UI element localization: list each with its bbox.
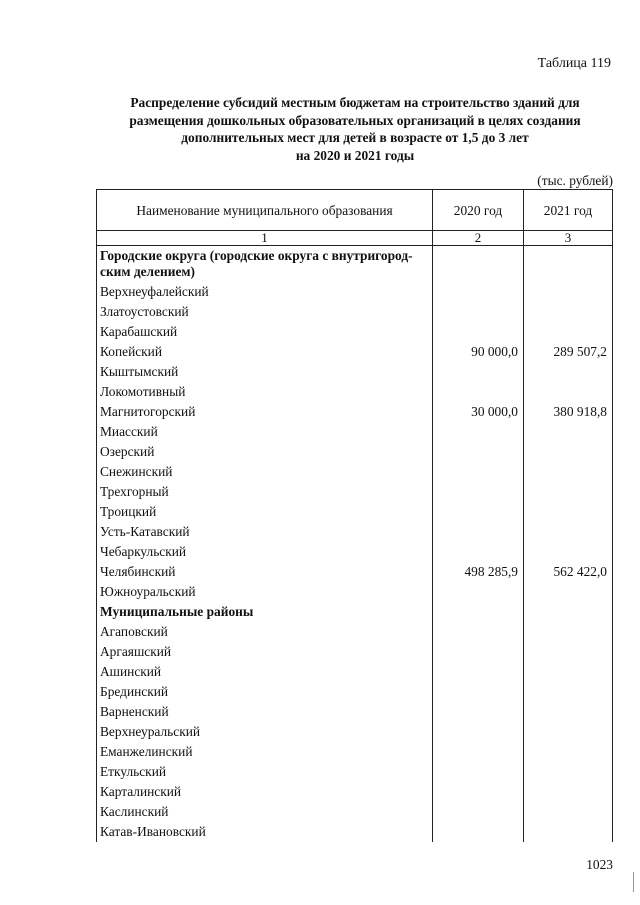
value-2021 [524,246,613,283]
table-row [97,642,613,662]
value-2021 [524,502,613,522]
table-row [97,362,613,382]
value-2021 [524,542,613,562]
value-2021 [524,522,613,542]
value-2021 [524,302,613,322]
value-2021: 562 422,0 [524,562,613,582]
municipality-name: Агаповский [97,622,433,642]
table-number: Таблица 119 [537,56,611,71]
table-row [97,622,613,642]
municipality-name: Чебаркульский [97,542,433,562]
value-2020 [433,442,524,462]
value-2020 [433,282,524,302]
column-number-row [97,231,613,246]
value-2021 [524,462,613,482]
value-2020 [433,302,524,322]
table-row [97,662,613,682]
value-2021 [524,622,613,642]
value-2021 [524,642,613,662]
table-row [97,702,613,722]
value-2020: 90 000,0 [433,342,524,362]
municipality-name: Челябинский [97,562,433,582]
value-2020 [433,422,524,442]
value-2021 [524,482,613,502]
value-2020 [433,246,524,283]
value-2021 [524,742,613,762]
municipality-name: Муниципальные районы [97,602,433,622]
municipality-name: Карабашский [97,322,433,342]
table-row [97,782,613,802]
value-2021 [524,662,613,682]
document-title [100,94,610,164]
value-2020 [433,502,524,522]
edge-mark [633,872,634,892]
value-2021 [524,442,613,462]
municipality-name: Ашинский [97,662,433,682]
municipality-name: Верхнеуральский [97,722,433,742]
municipality-name: Златоустовский [97,302,433,322]
value-2021 [524,802,613,822]
municipality-name: Магнитогорский [97,402,433,422]
table-row [97,762,613,782]
table-row [97,822,613,842]
value-2021 [524,322,613,342]
table-row [97,802,613,822]
value-2021 [524,422,613,442]
value-2021: 380 918,8 [524,402,613,422]
table-row [97,742,613,762]
column-number: 3 [524,231,613,246]
title-line: на 2020 и 2021 годы [295,147,415,163]
table-row [97,682,613,702]
municipality-name: Катав-Ивановский [97,822,433,842]
municipality-name: Каслинский [97,802,433,822]
value-2020 [433,462,524,482]
value-2020 [433,682,524,702]
title-line: дополнительных мест для детей в возрасте от 1,5 до 3 лет [181,130,529,145]
table-row [97,582,613,602]
table-row [97,442,613,462]
value-2021: 289 507,2 [524,342,613,362]
table-row [97,402,613,422]
header-2021: 2021 год [524,190,613,231]
table-row [97,322,613,342]
municipality-name: Копейский [97,342,433,362]
municipality-name: Локомотивный [97,382,433,402]
table-row [97,462,613,482]
value-2020 [433,542,524,562]
value-2021 [524,362,613,382]
header-municipality: Наименование муниципального образования [97,190,433,231]
subsidy-table [96,189,613,842]
value-2021 [524,682,613,702]
value-2020 [433,762,524,782]
municipality-name: Еманжелинский [97,742,433,762]
table-row [97,502,613,522]
column-number: 2 [433,231,524,246]
table-row [97,562,613,582]
page-number: 1023 [586,857,613,872]
value-2020 [433,662,524,682]
table-row [97,722,613,742]
municipality-name: Верхнеуфалейский [97,282,433,302]
municipality-name: Городские округа (городские округа с внутригород-ским делением) [97,246,433,283]
municipality-name: Озерский [97,442,433,462]
value-2021 [524,582,613,602]
value-2021 [524,382,613,402]
municipality-name: Еткульский [97,762,433,782]
title-line: размещения дошкольных образовательных организаций в целях создания [129,112,581,128]
value-2021 [524,702,613,722]
municipality-name: Кыштымский [97,362,433,382]
column-number: 1 [97,231,433,246]
units-label: (тыс. рублей) [537,173,613,188]
table-row [97,422,613,442]
value-2021 [524,282,613,302]
value-2020 [433,702,524,722]
title-line: Распределение субсидий местным бюджетам на строительство зданий для [130,95,580,110]
municipality-name: Варненский [97,702,433,722]
municipality-name: Троицкий [97,502,433,522]
value-2020: 498 285,9 [433,562,524,582]
municipality-name: Трехгорный [97,482,433,502]
municipality-name: Усть-Катавский [97,522,433,542]
table-row [97,482,613,502]
municipality-name: Южноуральский [97,582,433,602]
value-2020 [433,642,524,662]
table-row [97,542,613,562]
value-2020 [433,362,524,382]
value-2021 [524,762,613,782]
value-2020 [433,622,524,642]
table-row [97,342,613,362]
value-2021 [524,822,613,842]
value-2020 [433,482,524,502]
section-row [97,246,613,283]
table-row [97,382,613,402]
value-2020: 30 000,0 [433,402,524,422]
value-2020 [433,322,524,342]
value-2020 [433,742,524,762]
value-2020 [433,782,524,802]
header-row [97,190,613,231]
value-2020 [433,522,524,542]
header-2020: 2020 год [433,190,524,231]
municipality-name: Карталинский [97,782,433,802]
value-2020 [433,382,524,402]
value-2021 [524,782,613,802]
municipality-name: Снежинский [97,462,433,482]
table-row [97,302,613,322]
municipality-name: Миасский [97,422,433,442]
section-row [97,602,613,622]
value-2020 [433,802,524,822]
table-row [97,282,613,302]
table-body [97,246,613,843]
value-2020 [433,602,524,622]
value-2020 [433,722,524,742]
municipality-name: Брединский [97,682,433,702]
value-2020 [433,822,524,842]
municipality-name: Аргаяшский [97,642,433,662]
value-2020 [433,582,524,602]
value-2021 [524,722,613,742]
table-row [97,522,613,542]
value-2021 [524,602,613,622]
